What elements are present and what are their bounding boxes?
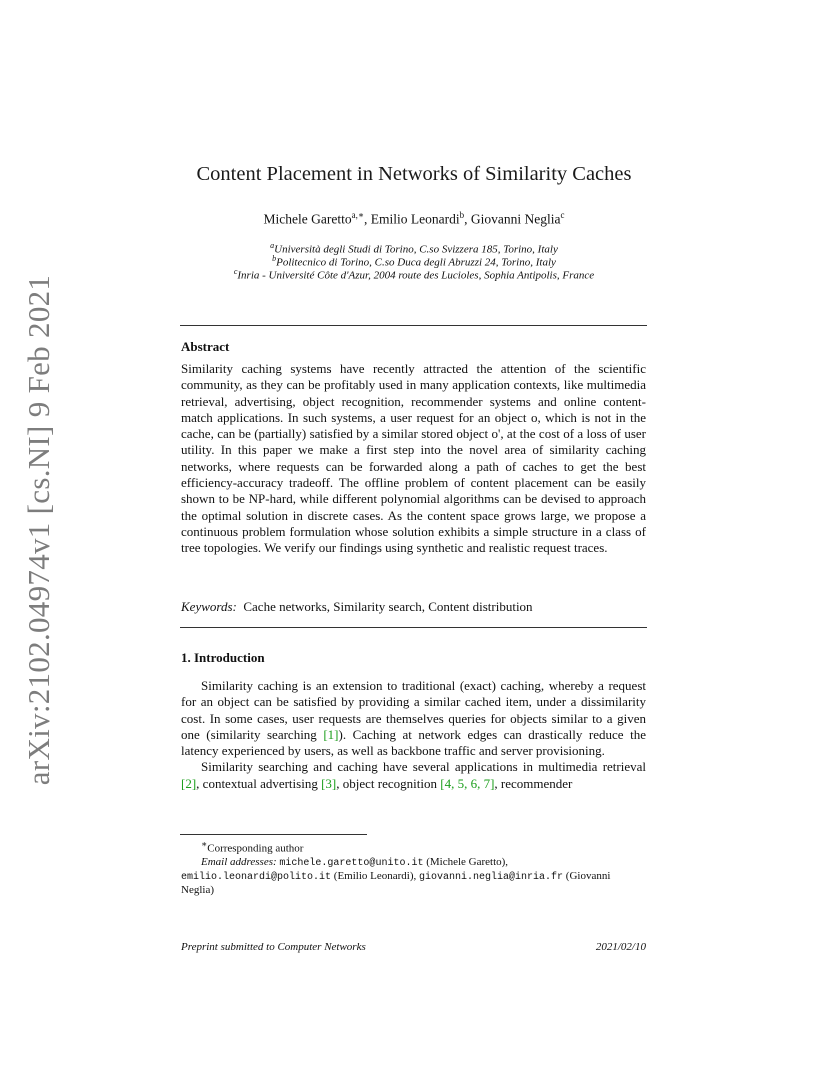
footnote-text: Corresponding author xyxy=(207,842,304,855)
abstract-heading: Abstract xyxy=(181,339,230,354)
text-run: Similarity caching is an extension to traditional (exact) caching, whereby a request for an object can be satisfied by providing a similar cached item, under a dissimilarity cost. In some cases, user requests are themselves queries for objects similar to a given one (similarity searching xyxy=(181,678,646,742)
paragraph xyxy=(181,759,646,792)
text-run: , contextual advertising xyxy=(196,775,322,791)
page-footer xyxy=(181,941,646,953)
affiliation-text: Inria - Université Côte d'Azur, 2004 route des Lucioles, Sophia Antipolis, France xyxy=(237,269,595,282)
citation-link[interactable]: [1] xyxy=(323,726,339,742)
email-owner: (Giovanni Neglia) xyxy=(181,869,611,896)
abstract-bottom-rule xyxy=(180,627,647,628)
text-run: , recommender xyxy=(494,775,573,791)
author-separator: , xyxy=(364,211,371,227)
citation-link[interactable]: [3] xyxy=(321,775,337,791)
citation-link[interactable]: [4, 5, 6, 7] xyxy=(440,775,495,791)
abstract-text: Similarity caching systems have recently attracted the attention of the scientific community, as they can be profitably used in many application contexts, like multimedia retrieval, advertising, object recognition, recommender systems and online content-match applications. In such systems, a user request for an object o, which is not in the cache, can be (partially) satisfied by a similar stored object o', at the cost of a loss of user utility. In this paper we make a first step into the novel area of similarity caching networks, where requests can be forwarded along a path of caches to get the best efficiency-accuracy tradeoff. The offline problem of content placement can be easily shown to be NP-hard, while different polynomial algorithms can be devised to approach the optimal solution in discrete cases. As the content space grows large, we propose a continuous problem formulation whose solution exhibits a simple structure in a class of tree topologies. We verify our findings using synthetic and realistic request traces. xyxy=(181,361,646,556)
footnote-line xyxy=(181,870,646,897)
affiliation-mark: c xyxy=(233,267,238,276)
affiliation xyxy=(0,265,828,283)
paper-title: Content Placement in Networks of Similarity Caches xyxy=(196,163,632,185)
abstract-top-rule xyxy=(180,325,647,326)
email-address[interactable]: emilio.leonardi@polito.it xyxy=(181,871,332,883)
email-owner: (Emilio Leonardi), xyxy=(331,869,420,882)
email-address[interactable]: giovanni.neglia@inria.fr xyxy=(419,871,564,883)
paragraph xyxy=(181,678,646,759)
keywords-label: Keywords: xyxy=(181,599,237,614)
footnote xyxy=(181,838,646,897)
affiliation-mark: b xyxy=(272,254,277,263)
section-body xyxy=(181,678,646,792)
footer-date: 2021/02/10 xyxy=(595,941,646,953)
author-mark: c xyxy=(560,210,565,220)
keywords xyxy=(181,599,646,615)
footnote-marker: ∗ xyxy=(201,839,208,849)
email-owner: (Michele Garetto), xyxy=(423,855,509,868)
email-label: Email addresses: xyxy=(201,855,277,868)
arxiv-identifier: arXiv:2102.04974v1 [cs.NI] 9 Feb 2021 xyxy=(21,274,56,786)
author-mark: b xyxy=(459,210,465,220)
text-run: , object recognition xyxy=(336,775,441,791)
footnote-rule xyxy=(180,834,367,835)
affiliation-text: Politecnico di Torino, C.so Duca degli Abruzzi 24, Torino, Italy xyxy=(276,256,556,269)
footnote-line xyxy=(181,838,646,856)
footnote-line xyxy=(181,856,646,870)
section-heading: 1. Introduction xyxy=(181,650,265,665)
citation-link[interactable]: [2] xyxy=(181,775,197,791)
affiliation-mark: a xyxy=(270,241,275,250)
author-name: Giovanni Neglia xyxy=(470,211,561,227)
keywords-text: Cache networks, Similarity search, Content distribution xyxy=(243,599,533,614)
author-mark: a,∗ xyxy=(351,210,364,220)
email-address[interactable]: michele.garetto@unito.it xyxy=(279,857,424,869)
text-run: Similarity searching and caching have several applications in multimedia retrieval xyxy=(201,759,646,775)
author-separator: , xyxy=(464,211,471,227)
text-run: ). Caching at network edges can drastically reduce the latency experienced by users, as well as backbone traffic and server provisioning. xyxy=(181,726,646,759)
author-name: Michele Garetto xyxy=(263,211,352,227)
author-list xyxy=(0,210,828,228)
footer-journal: Preprint submitted to Computer Networks xyxy=(181,941,366,953)
affiliation-text: Università degli Studi di Torino, C.so Svizzera 185, Torino, Italy xyxy=(274,243,558,256)
author-name: Emilio Leonardi xyxy=(370,211,460,227)
